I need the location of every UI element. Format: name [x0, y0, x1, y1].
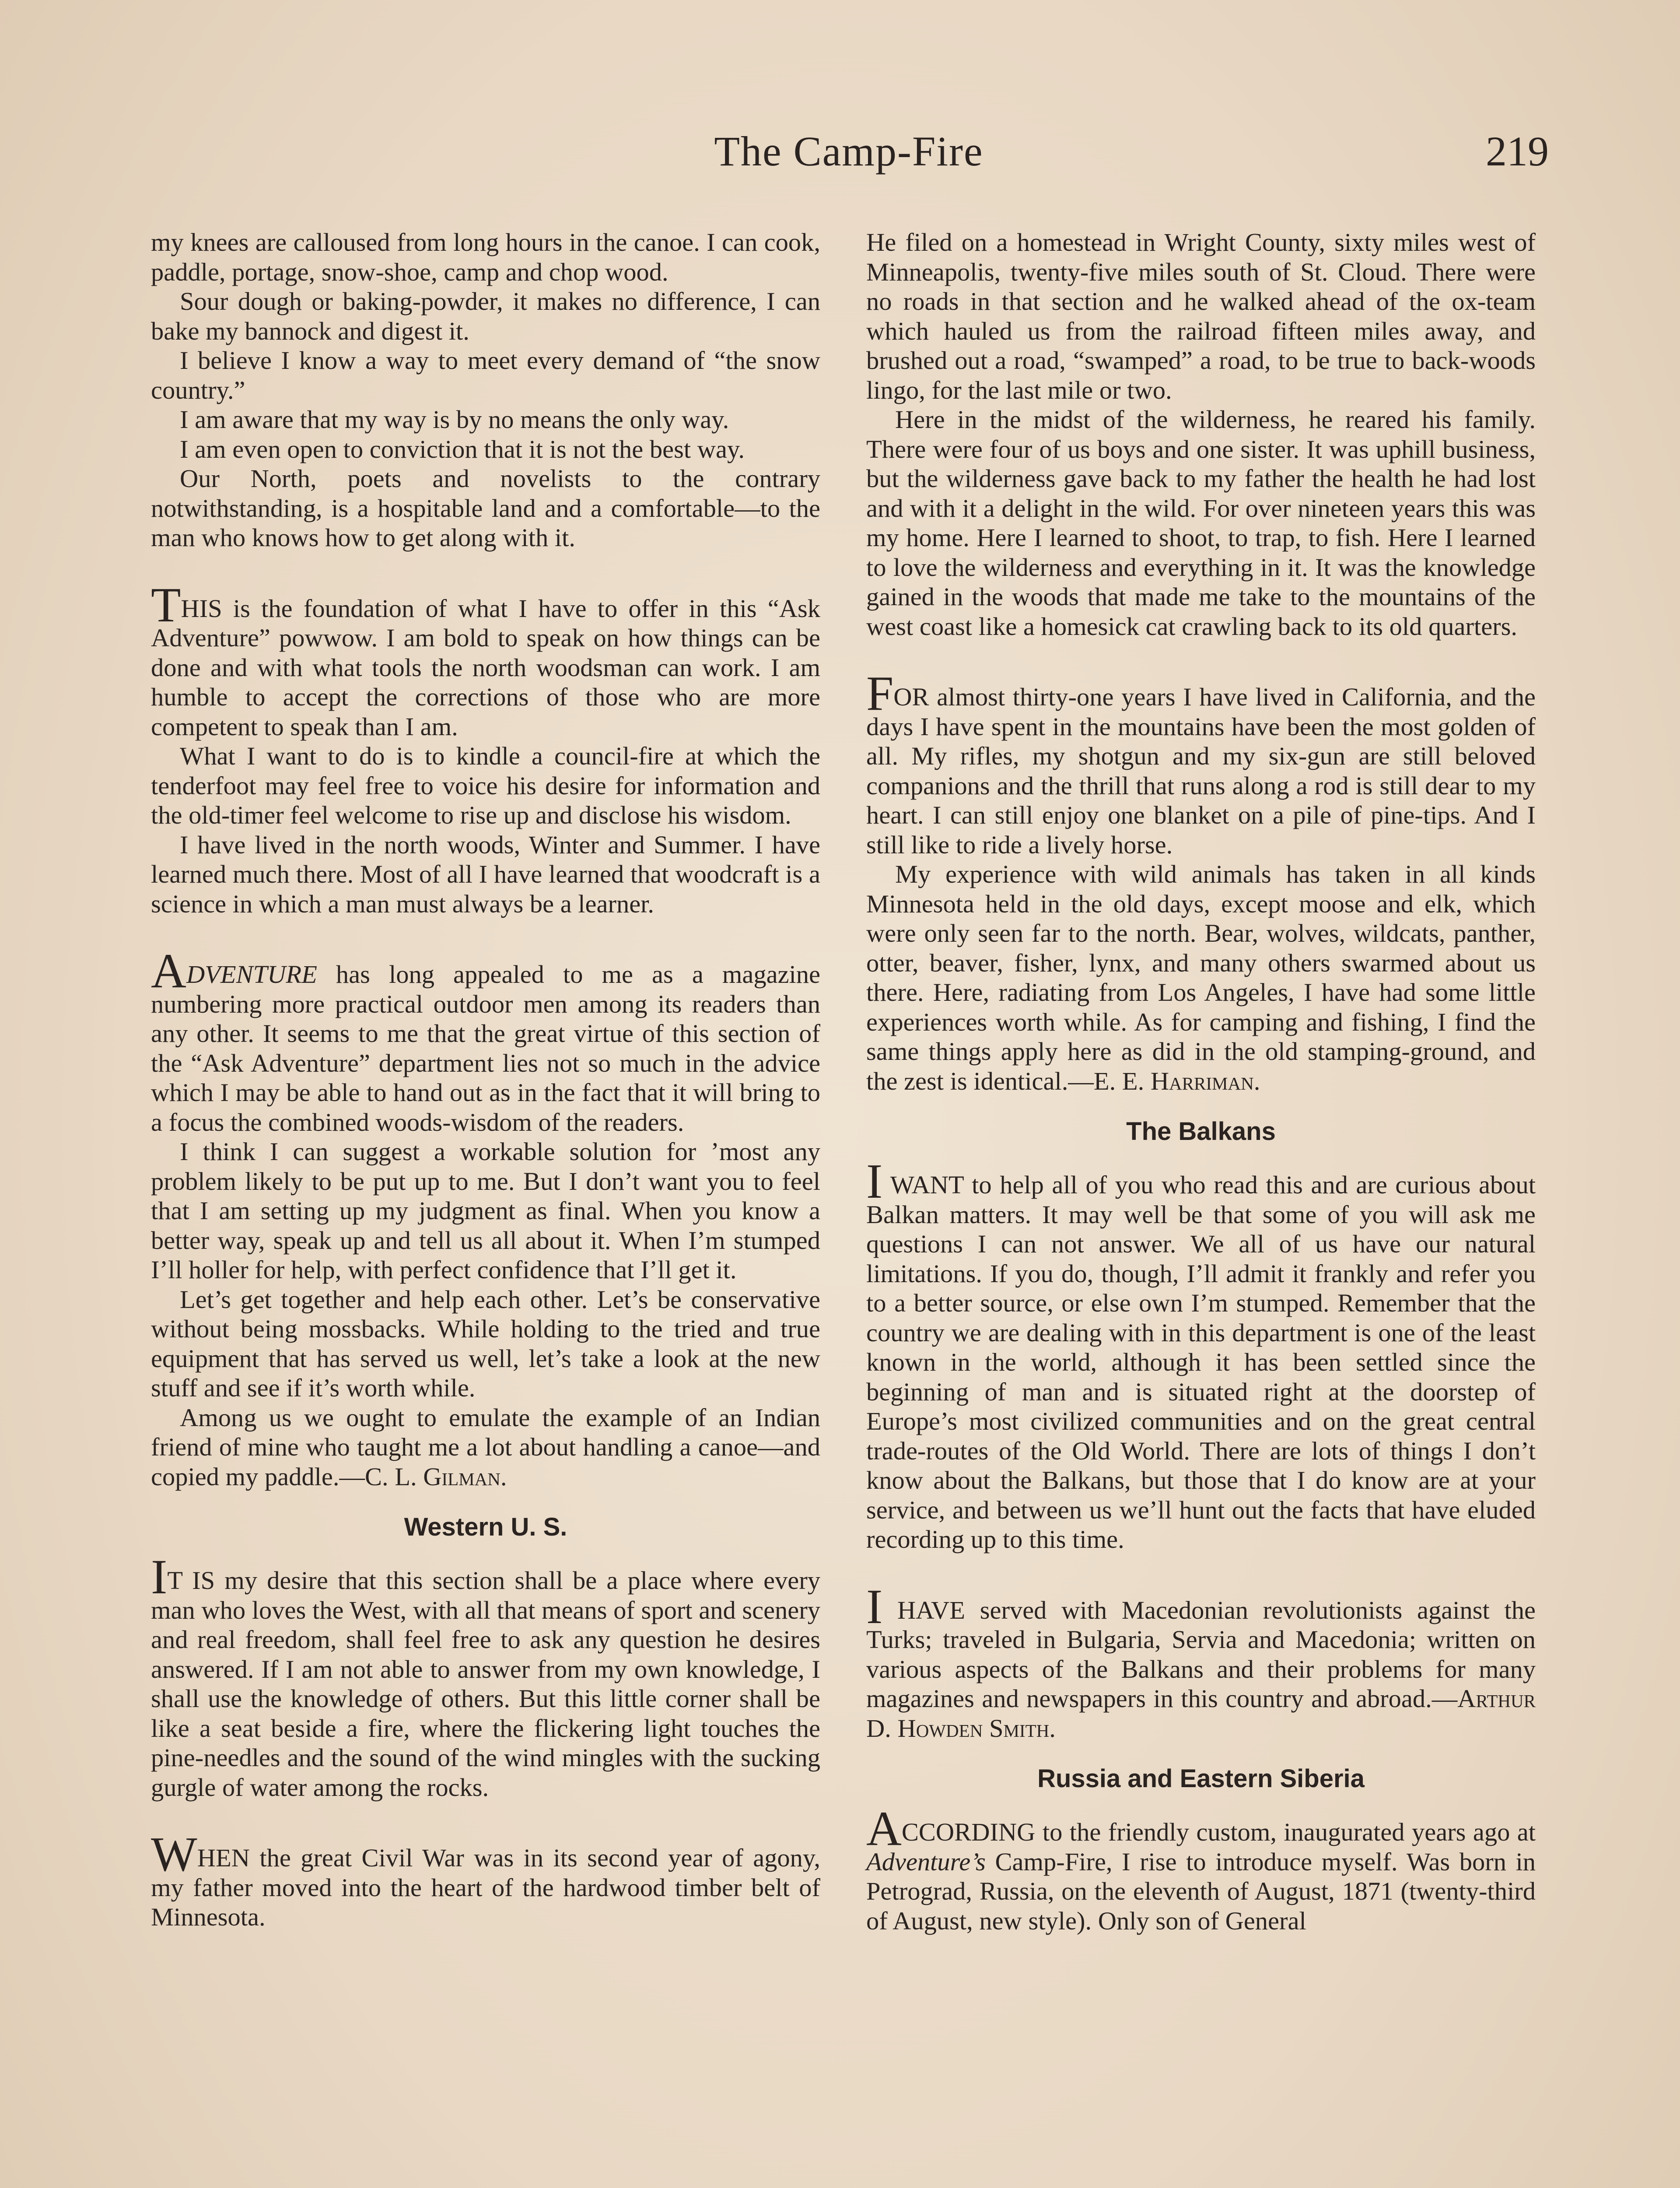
italic-text: Adventure’s — [866, 1847, 986, 1876]
paragraph-text: My experience with wild animals has taken in all kinds Minnesota held in the old days, except moose and elk, which were only seen far to the north. Bear, wolves, wildcats, panther, otter, beaver, fisher, lynx, and many others swarmed about us there. Here, radiating from Los Angeles, I have had some little experiences worth while. As for camping and fishing, I find the same things apply here as did in the old stamping-ground, and the zest is identical.—E. E. — [866, 860, 1536, 1095]
paragraph-text: HEN the great Civil War was in its second year of agony, my father moved into the heart of the hardwood timber belt of Minnesota. — [151, 1844, 820, 1931]
paragraph-lead — [866, 666, 1536, 859]
paragraph-text: HAVE served with Macedonian revolutionists against the Turks; traveled in Bulgaria, Servia and Macedonia; written on various aspects of the Balkans and their problems for many magazines and newspapers in this country and abroad.— — [866, 1595, 1536, 1713]
signature: Arthur D. Howden Smith. — [866, 1684, 1536, 1743]
paragraph: I think I can suggest a workable solution for ’most any problem likely to be put up to me. But I don’t want you to feel that I am setting up my judgment as final. When you know a better way, speak up and tell us all about it. When I’m stumped I’ll holler for help, with perfect confidence that I’ll get it. — [151, 1137, 820, 1284]
section-heading-western: Western U. S. — [404, 1513, 567, 1541]
paragraph-text: Among us we ought to emulate the example of an Indian friend of mine who taught me a lot about handling a canoe—and copied my paddle.—C. L. — [151, 1403, 820, 1491]
paragraph: Here in the midst of the wilderness, he reared his family. There were four of us boys and one sister. It was uphill business, but the wilderness gave back to my father the health he had lost and with it a delight in the wild. For over nineteen years this was my home. Here I learned to shoot, to trap, to fish. Here I learned to love the wilderness and everything in it. It was the knowledge gained in the woods that made me take to the mountains of the west coast like a homesick cat crawling back to its old quarters. — [866, 405, 1536, 641]
page-number: 219 — [1486, 128, 1549, 175]
drop-cap: A — [866, 1802, 902, 1856]
paragraph-lead — [866, 1579, 1536, 1743]
left-column — [151, 228, 820, 1932]
paragraph-text: CCORDING to the friendly custom, inaugurated years ago at — [901, 1818, 1536, 1846]
signature: Gilman. — [423, 1462, 507, 1491]
paragraph-lead — [866, 1802, 1536, 1936]
paragraph: I believe I know a way to meet every demand of “the snow country.” — [151, 346, 820, 404]
paragraph-lead — [151, 1550, 820, 1802]
signature: Harriman. — [1150, 1066, 1260, 1095]
right-column — [866, 228, 1536, 1936]
section-heading-russia: Russia and Eastern Siberia — [1037, 1764, 1365, 1793]
paragraph: my knees are calloused from long hours in the canoe. I can cook, paddle, portage, snow-shoe, camp and chop wood. — [151, 228, 820, 286]
paragraph — [151, 1403, 820, 1492]
paragraph-text: OR almost thirty-one years I have lived in California, and the days I have spent in the mountains have been the most golden of all. My rifles, my shotgun and my six-gun are still beloved companions and the thrill that runs along a rod is still dear to my heart. I can still enjoy one blanket on a pile of pine-tips. And I still like to ride a lively horse. — [866, 683, 1536, 859]
drop-cap: I — [866, 1154, 883, 1209]
paragraph-text: Camp-Fire, I rise to introduce myself. Was born in Petrograd, Russia, on the eleventh of August, 1871 (twenty-third of August, new style). Only son of General — [866, 1847, 1536, 1935]
paragraph: What I want to do is to kindle a council-fire at which the tenderfoot may feel free to voice his desire for information and the old-timer feel welcome to rise up and disclose his wisdom. — [151, 742, 820, 829]
page-header — [149, 127, 1549, 184]
drop-cap: T — [151, 578, 181, 632]
paragraph-text: HIS is the foundation of what I have to offer in this “Ask Adventure” powwow. I am bold to speak on how things can be done and with what tools the north woodsman can work. I am humble to accept the corrections of those who are more competent to speak than I am. — [151, 594, 820, 741]
paragraph-lead — [866, 1154, 1536, 1554]
paragraph-text: WANT to help all of you who read this and are curious about Balkan matters. It may well be that some of you will ask me questions I can not answer. We all of us have our natural limitations. If you do, though, I’ll admit it frankly and refer you to a better source, or else own I’m stumped. Remember that the country we are dealing with in this department is one of the least known in the world, although it has been settled since the beginning of man and is situated right at the doorstep of Europe’s most civilized communities and on the great central trade-routes of the Old World. There are lots of things I don’t know about the Balkans, but those that I do know are at your service, and between us we’ll hunt out the facts that have eluded recording up to this time. — [866, 1171, 1536, 1553]
section-heading-balkans: The Balkans — [1126, 1117, 1276, 1146]
drop-cap: I — [866, 1579, 883, 1634]
paragraph: Let’s get together and help each other. Let’s be conservative without being mossbacks. While holding to the tried and true equipment that has served us well, let’s take a look at the new stuff and see if it’s worth while. — [151, 1285, 820, 1402]
paragraph-lead — [151, 944, 820, 1137]
paragraph — [866, 859, 1536, 1096]
paragraph-lead — [151, 578, 820, 742]
drop-cap: A — [151, 944, 186, 998]
drop-cap: F — [866, 666, 894, 721]
paragraph: Sour dough or baking-powder, it makes no difference, I can bake my bannock and digest it. — [151, 287, 820, 345]
paragraph: I am even open to conviction that it is not the best way. — [180, 435, 745, 463]
running-title: The Camp-Fire — [714, 128, 984, 175]
paragraph: Our North, poets and novelists to the contrary notwithstanding, is a hospitable land and a comfortable—to the man who knows how to get along with it. — [151, 464, 820, 552]
paragraph: He filed on a homestead in Wright County, sixty miles west of Minneapolis, twenty-five miles south of St. Cloud. There were no roads in that section and he walked ahead of the ox-team which hauled us from the railroad fifteen miles away, and brushed out a road, “swamped” a road, to be true to back-woods lingo, for the last mile or two. — [866, 228, 1536, 404]
paragraph-lead — [151, 1827, 820, 1932]
drop-cap: I — [151, 1550, 168, 1604]
paragraph-text: has long appealed to me as a magazine numbering more practical outdoor men among its readers than any other. It seems to me that the great virtue of this section of the “Ask Adventure” department lies not so much in the advice which I may be able to hand out as in the fact that it will bring to a focus the combined woods-wisdom of the readers. — [151, 960, 820, 1136]
drop-cap: W — [151, 1827, 197, 1882]
paragraph-text: T IS my desire that this section shall be a place where every man who loves the West, with all that means of sport and scenery and real freedom, shall feel free to ask any question he desires answered. If I am not able to answer from my own knowledge, I shall use the knowledge of others. But this little corner shall be like a seat beside a fire, where the flickering light touches the pine-needles and the sound of the wind mingles with the sucking gurgle of water among the rocks. — [151, 1566, 820, 1802]
italic-text: DVENTURE — [186, 960, 317, 989]
paragraph: I am aware that my way is by no means the only way. — [180, 405, 729, 434]
paragraph: I have lived in the north woods, Winter and Summer. I have learned much there. Most of all I have learned that woodcraft is a science in which a man must always be a learner. — [151, 830, 820, 918]
